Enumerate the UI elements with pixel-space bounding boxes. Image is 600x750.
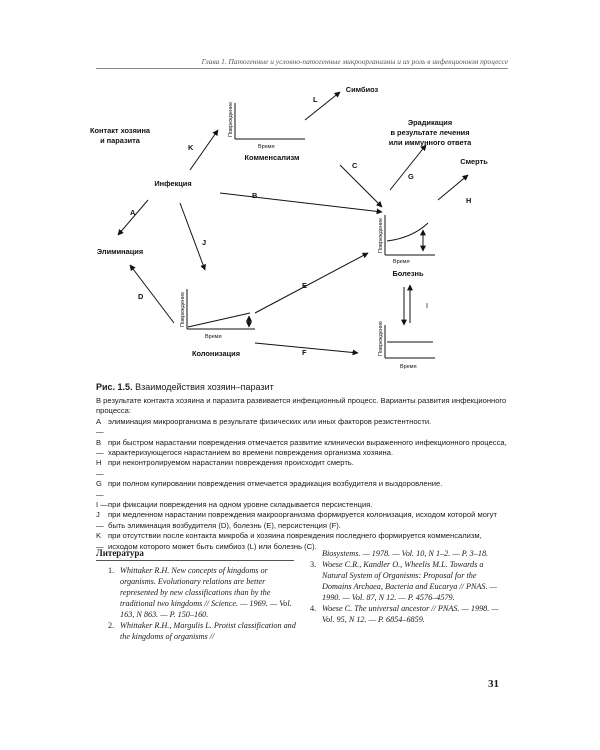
node-disease: Болезнь xyxy=(392,269,424,278)
chart-disease-xlabel: Время xyxy=(393,259,410,265)
chart-colonization xyxy=(187,289,255,329)
reference-text: Biosystems. — 1978. — Vol. 10, N 1–2. — P. 3–18. xyxy=(322,549,489,558)
reference-number: 1. xyxy=(108,566,115,575)
node-colonization: Колонизация xyxy=(191,349,241,358)
node-death: Смерть xyxy=(460,157,488,166)
literature-column-right xyxy=(310,548,506,625)
label-g: G xyxy=(408,172,414,181)
reference-item xyxy=(310,548,506,559)
chart-commensalism xyxy=(235,103,305,139)
reference-item xyxy=(108,565,304,620)
chart-disease xyxy=(385,215,435,255)
description-item xyxy=(96,510,508,531)
node-eradication-line2: в результате лечения xyxy=(390,128,470,137)
reference-number: 2. xyxy=(108,621,115,630)
reference-item xyxy=(108,620,304,642)
reference-item xyxy=(310,559,506,603)
caption-number: Рис. 1.5. xyxy=(96,382,133,392)
arrow-a xyxy=(118,200,148,235)
label-i: I xyxy=(426,301,429,310)
page-number: 31 xyxy=(488,678,499,690)
item-key: I — xyxy=(96,500,108,510)
reference-text: Woese C. The universal ancestor // PNAS. — 1998. — Vol. 95, N 12. — P. 6854–6859. xyxy=(322,604,499,624)
label-f: F xyxy=(302,348,307,357)
host-parasite-diagram xyxy=(90,75,510,380)
arrow-e xyxy=(255,253,368,313)
reference-number: 3. xyxy=(310,560,317,569)
label-k: K xyxy=(188,143,194,152)
node-commensalism: Комменсализм xyxy=(244,153,300,162)
chart-commensalism-xlabel: Время xyxy=(258,144,275,150)
literature-column-left xyxy=(108,565,304,642)
label-d: D xyxy=(138,292,144,301)
node-infection: Инфекция xyxy=(154,179,192,188)
arrow-d xyxy=(130,265,174,323)
arrow-c xyxy=(340,165,382,207)
reference-number: 4. xyxy=(310,604,317,613)
diagram-canvas xyxy=(90,75,510,380)
item-key: J — xyxy=(96,510,104,530)
figure-caption xyxy=(96,382,508,393)
chart-disease-ylabel: Повреждение xyxy=(378,217,384,253)
reference-text: Woese C.R., Kandler O., Wheelis M.L. Towards a Natural System of Organisms: Proposal for the Domains Archaea, Bacteria and Eucarya // PNAS. — 1990. — Vol. 87, N 12. — P. 4576–4579. xyxy=(322,560,497,602)
reference-number xyxy=(310,548,322,559)
description-item xyxy=(96,479,508,500)
chart-commensalism-ylabel: Повреждение xyxy=(228,101,234,137)
label-a: A xyxy=(130,208,136,217)
item-text: элиминация микроорганизма в результате физических или иных факторов резистентности. xyxy=(108,416,432,426)
arrow-h xyxy=(438,175,468,200)
node-symbiosis: Симбиоз xyxy=(345,85,379,94)
arrow-b xyxy=(220,193,382,212)
arrow-k xyxy=(190,130,218,170)
label-e: E xyxy=(302,281,307,290)
reference-text: Whittaker R.H., Margulis L. Protist classification and the kingdoms of organisms // xyxy=(120,621,296,641)
chart-persistence-ylabel: Повреждение xyxy=(378,320,384,356)
label-j: J xyxy=(202,238,207,247)
literature-rule xyxy=(96,560,294,561)
item-text: при отсутствии после контакта микроба и хозяина повреждения последнего формируется комменсализм, исходом которого может быть симбиоз (L) или болезнь (C). xyxy=(108,531,482,551)
arrow-l xyxy=(305,92,340,120)
literature-heading: Литература xyxy=(96,548,144,558)
header-rule xyxy=(96,68,508,69)
label-h: H xyxy=(466,196,472,205)
node-contact-line1: Контакт хозяина xyxy=(90,126,151,135)
item-text: при фиксации повреждения на одном уровне складывается персистенция. xyxy=(108,500,373,510)
description-item xyxy=(96,500,508,510)
chart-colonization-ylabel: Повреждение xyxy=(180,291,186,327)
node-elimination: Элиминация xyxy=(96,247,144,256)
item-key: A — xyxy=(96,416,104,437)
node-eradication-line1: Эрадикация xyxy=(407,118,453,127)
item-key: K — xyxy=(96,531,104,551)
item-text: при медленном нарастании повреждения макроорганизма формируется колонизация, исходом которой могут быть элиминация возбудителя (D), болезнь (E), персистенция (F). xyxy=(108,510,497,530)
label-l: L xyxy=(313,95,318,104)
label-c: C xyxy=(352,161,358,170)
item-key: B — xyxy=(96,437,104,458)
description-item xyxy=(96,438,508,459)
chart-persistence-xlabel: Время xyxy=(400,364,417,370)
item-text: при полном купировании повреждения отмечается эрадикация возбудителя и выздоровление. xyxy=(108,479,443,489)
item-key: H — xyxy=(96,458,104,478)
reference-item xyxy=(310,603,506,625)
node-eradication-line3: или иммунного ответа xyxy=(388,138,472,147)
caption-title: Взаимодействия хозяин–паразит xyxy=(135,382,274,392)
item-text: при быстром нарастании повреждения отмечается развитие клинически выраженного инфекционного процесса, характеризующегося нарастанием во времени повреждения организма хозяина. xyxy=(108,437,507,458)
arrow-j xyxy=(180,203,205,270)
description-intro: В результате контакта хозяина и паразита развивается инфекционный процесс. Варианты развития инфекционного процесса: xyxy=(96,396,507,416)
chart-persistence xyxy=(385,325,435,358)
figure-description xyxy=(96,396,508,552)
description-item xyxy=(96,458,508,479)
running-header: Глава 1. Патогенные и условно-патогенные микроорганизмы и их роль в инфекционном процессе xyxy=(201,57,508,66)
item-key: G — xyxy=(96,479,104,499)
arrow-g xyxy=(390,145,426,190)
item-text: при неконтролируемом нарастании повреждения происходит смерть. xyxy=(108,458,354,468)
description-item xyxy=(96,417,508,438)
node-contact-line2: и паразита xyxy=(100,136,140,145)
chart-colonization-xlabel: Время xyxy=(205,334,222,340)
label-b: B xyxy=(252,191,258,200)
reference-text: Whittaker R.H. New concepts of kingdoms or organisms. Evolutionary relations are better represented by new classifications than by the traditional two kingdoms // Science. — 1969. — Vol. 163, N 863. — P. 150–160. xyxy=(120,566,292,619)
